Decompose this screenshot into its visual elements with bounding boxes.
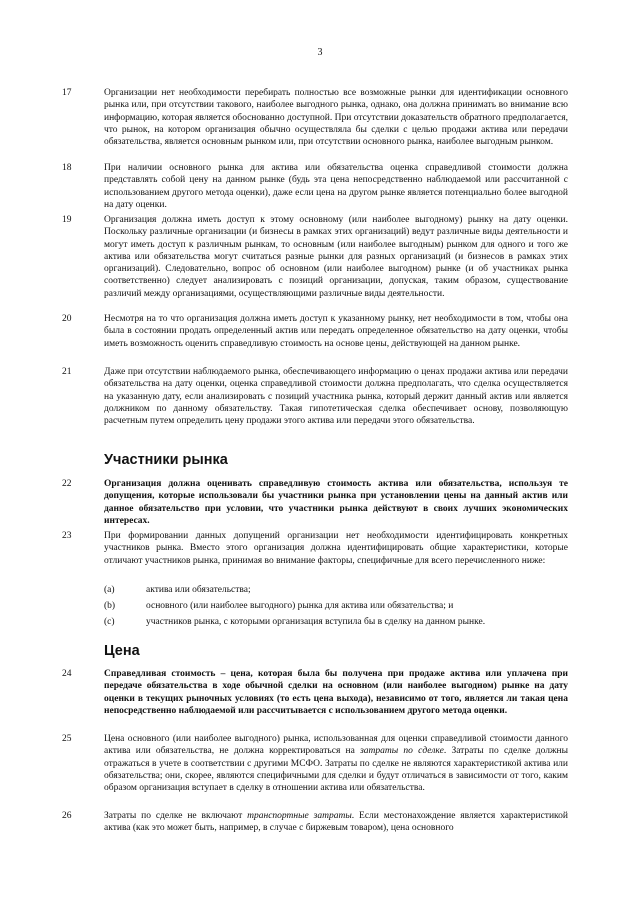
paragraph-number: 17: [62, 88, 72, 98]
paragraph-number: 21: [62, 367, 72, 377]
paragraph-text-part: . Затраты по сделке должны отражаться в учете в соответствии с другими МСФО. Затраты по сделке не являются характеристикой актива или обязательства; они, скорее, являются специфичными для сделки и будут отличаться в зависимости от того, каким образом организация вступает в сделку в отношении актива или обязательства.: [104, 746, 569, 794]
paragraph-number: 25: [62, 734, 72, 744]
paragraph-text: [104, 733, 568, 794]
paragraph-number: 18: [62, 163, 72, 173]
heading-market-participants: Участники рынка: [104, 452, 228, 468]
paragraph-number: 26: [62, 811, 72, 821]
paragraph-number: 22: [62, 479, 72, 489]
paragraph-number: 24: [62, 669, 72, 679]
paragraph-text: Организация должна оценивать справедливую стоимость актива или обязательства, используя те допущения, которые использовали бы участники рынка при установлении цены на данный актив или данное обязательство при условии, что участники рынка действуют в своих лучших экономических интересах.: [104, 479, 568, 526]
list-item-label: (c): [104, 617, 115, 627]
paragraph-text-part: Цена основного (или наиболее выгодного) рынка, использованная для оценки справедливой стоимости данного актива или обязательства, не должна корректироваться на: [104, 734, 568, 757]
paragraph-18: [62, 162, 568, 211]
heading-price: Цена: [104, 643, 140, 659]
list-item-b: [104, 600, 568, 612]
paragraph-text: Организация должна иметь доступ к этому основному (или наиболее выгодному) рынку на дату оценки. Поскольку различные организации (и бизнесы в рамках этих организаций) ведут различные виды деятельности и могут иметь доступ к различным рынкам, то основным (или наиболее выгодным) рынком для одного и того же актива или обязательства могут считаться разные рынки для разных организаций (и бизнесов в рамках этих организаций). Следовательно, вопрос об основном (или наиболее выгодном) рынке (и об участниках рынка соответственно) следует анализировать с позиций организации, допуская, таким образом, существование различий между организациями, осуществляющими различные виды деятельности.: [104, 215, 568, 299]
list-item-c: [104, 616, 568, 628]
list-item-text: актива или обязательства;: [146, 585, 251, 595]
paragraph-23: [62, 530, 568, 567]
paragraph-17: [62, 87, 568, 148]
defined-term: транспортные затраты: [247, 811, 352, 821]
paragraph-text: Несмотря на то что организация должна иметь доступ к указанному рынку, нет необходимости в том, чтобы она была в состоянии продать определенный актив или передать определенное обязательство на дату оценки, чтобы иметь возможность оценить справедливую стоимость на основе цены, действующей на данном рынке.: [104, 314, 568, 349]
paragraph-20: [62, 313, 568, 350]
paragraph-24: [62, 668, 568, 717]
paragraph-21: [62, 366, 568, 427]
paragraph-25: [62, 733, 568, 794]
paragraph-26: [62, 810, 568, 835]
paragraph-number: 19: [62, 215, 72, 225]
paragraph-text: При формировании данных допущений организации нет необходимости идентифицировать конкретных участников рынка. Вместо этого организация должна идентифицировать общие характеристики, которые отличают участников рынка, принимая во внимание факторы, специфичные для всего перечисленного ниже:: [104, 531, 568, 566]
paragraph-text-part: Затраты по сделке не включают: [104, 811, 243, 821]
list-item-label: (b): [104, 601, 116, 611]
paragraph-text: При наличии основного рынка для актива или обязательства оценка справедливой стоимости должна представлять собой цену на данном рынке (будь эта цена непосредственно наблюдаемой или рассчитанной с использованием другого метода оценки), даже если цена на другом рынке является потенциально более выгодной на дату оценки.: [104, 163, 568, 210]
paragraph-text: Организации нет необходимости перебирать полностью все возможные рынки для идентификации основного рынка или, при отсутствии такового, наиболее выгодного рынка, однако, она должна принимать во внимание всю информацию, которая является обоснованно доступной. При отсутствии доказательств обратного предполагается, что рынок, на котором организация обычно осуществляла бы сделки с целью продажи актива или передачи обязательства, является основным рынком или, при отсутствии основного рынка, наиболее выгодным рынком.: [104, 88, 568, 148]
list-item-text: участников рынка, с которыми организация вступила бы в сделку на данном рынке.: [146, 617, 486, 627]
paragraph-text: [104, 810, 568, 835]
list-item-label: (a): [104, 585, 115, 595]
paragraph-text-part: . Если местонахождение является характеристикой актива (как это может быть, например, в случае с биржевым товаром), цена основного: [104, 811, 569, 834]
paragraph-22: [62, 478, 568, 527]
page-number: 3: [317, 47, 323, 58]
list-item-a: [104, 584, 568, 596]
paragraph-number: 23: [62, 531, 72, 541]
paragraph-number: 20: [62, 314, 72, 324]
paragraph-19: [62, 214, 568, 300]
list-item-text: основного (или наиболее выгодного) рынка для актива или обязательства; и: [146, 601, 454, 611]
paragraph-text: Даже при отсутствии наблюдаемого рынка, обеспечивающего информацию о ценах продажи актива или передачи обязательства на дату оценки, оценка справедливой стоимости должна предполагать, что сделка осуществляется на указанную дату, если анализировать с позиций участника рынка, который держит данный актив или является должником по данному обязательству. Такая гипотетическая сделка обеспечивает основу, позволяющую расчетным путем определить цену продажи этого актива или передачи этого обязательства.: [104, 367, 568, 427]
defined-term: затраты по сделке: [360, 746, 444, 757]
paragraph-text: Справедливая стоимость – цена, которая была бы получена при продаже актива или уплачена при передаче обязательства в ходе обычной сделки на основном (или наиболее выгодном) рынке на дату оценки в текущих рыночных условиях (то есть цена выхода), независимо от того, является ли такая цена непосредственно наблюдаемой или рассчитывается с использованием другого метода оценки.: [104, 669, 568, 716]
